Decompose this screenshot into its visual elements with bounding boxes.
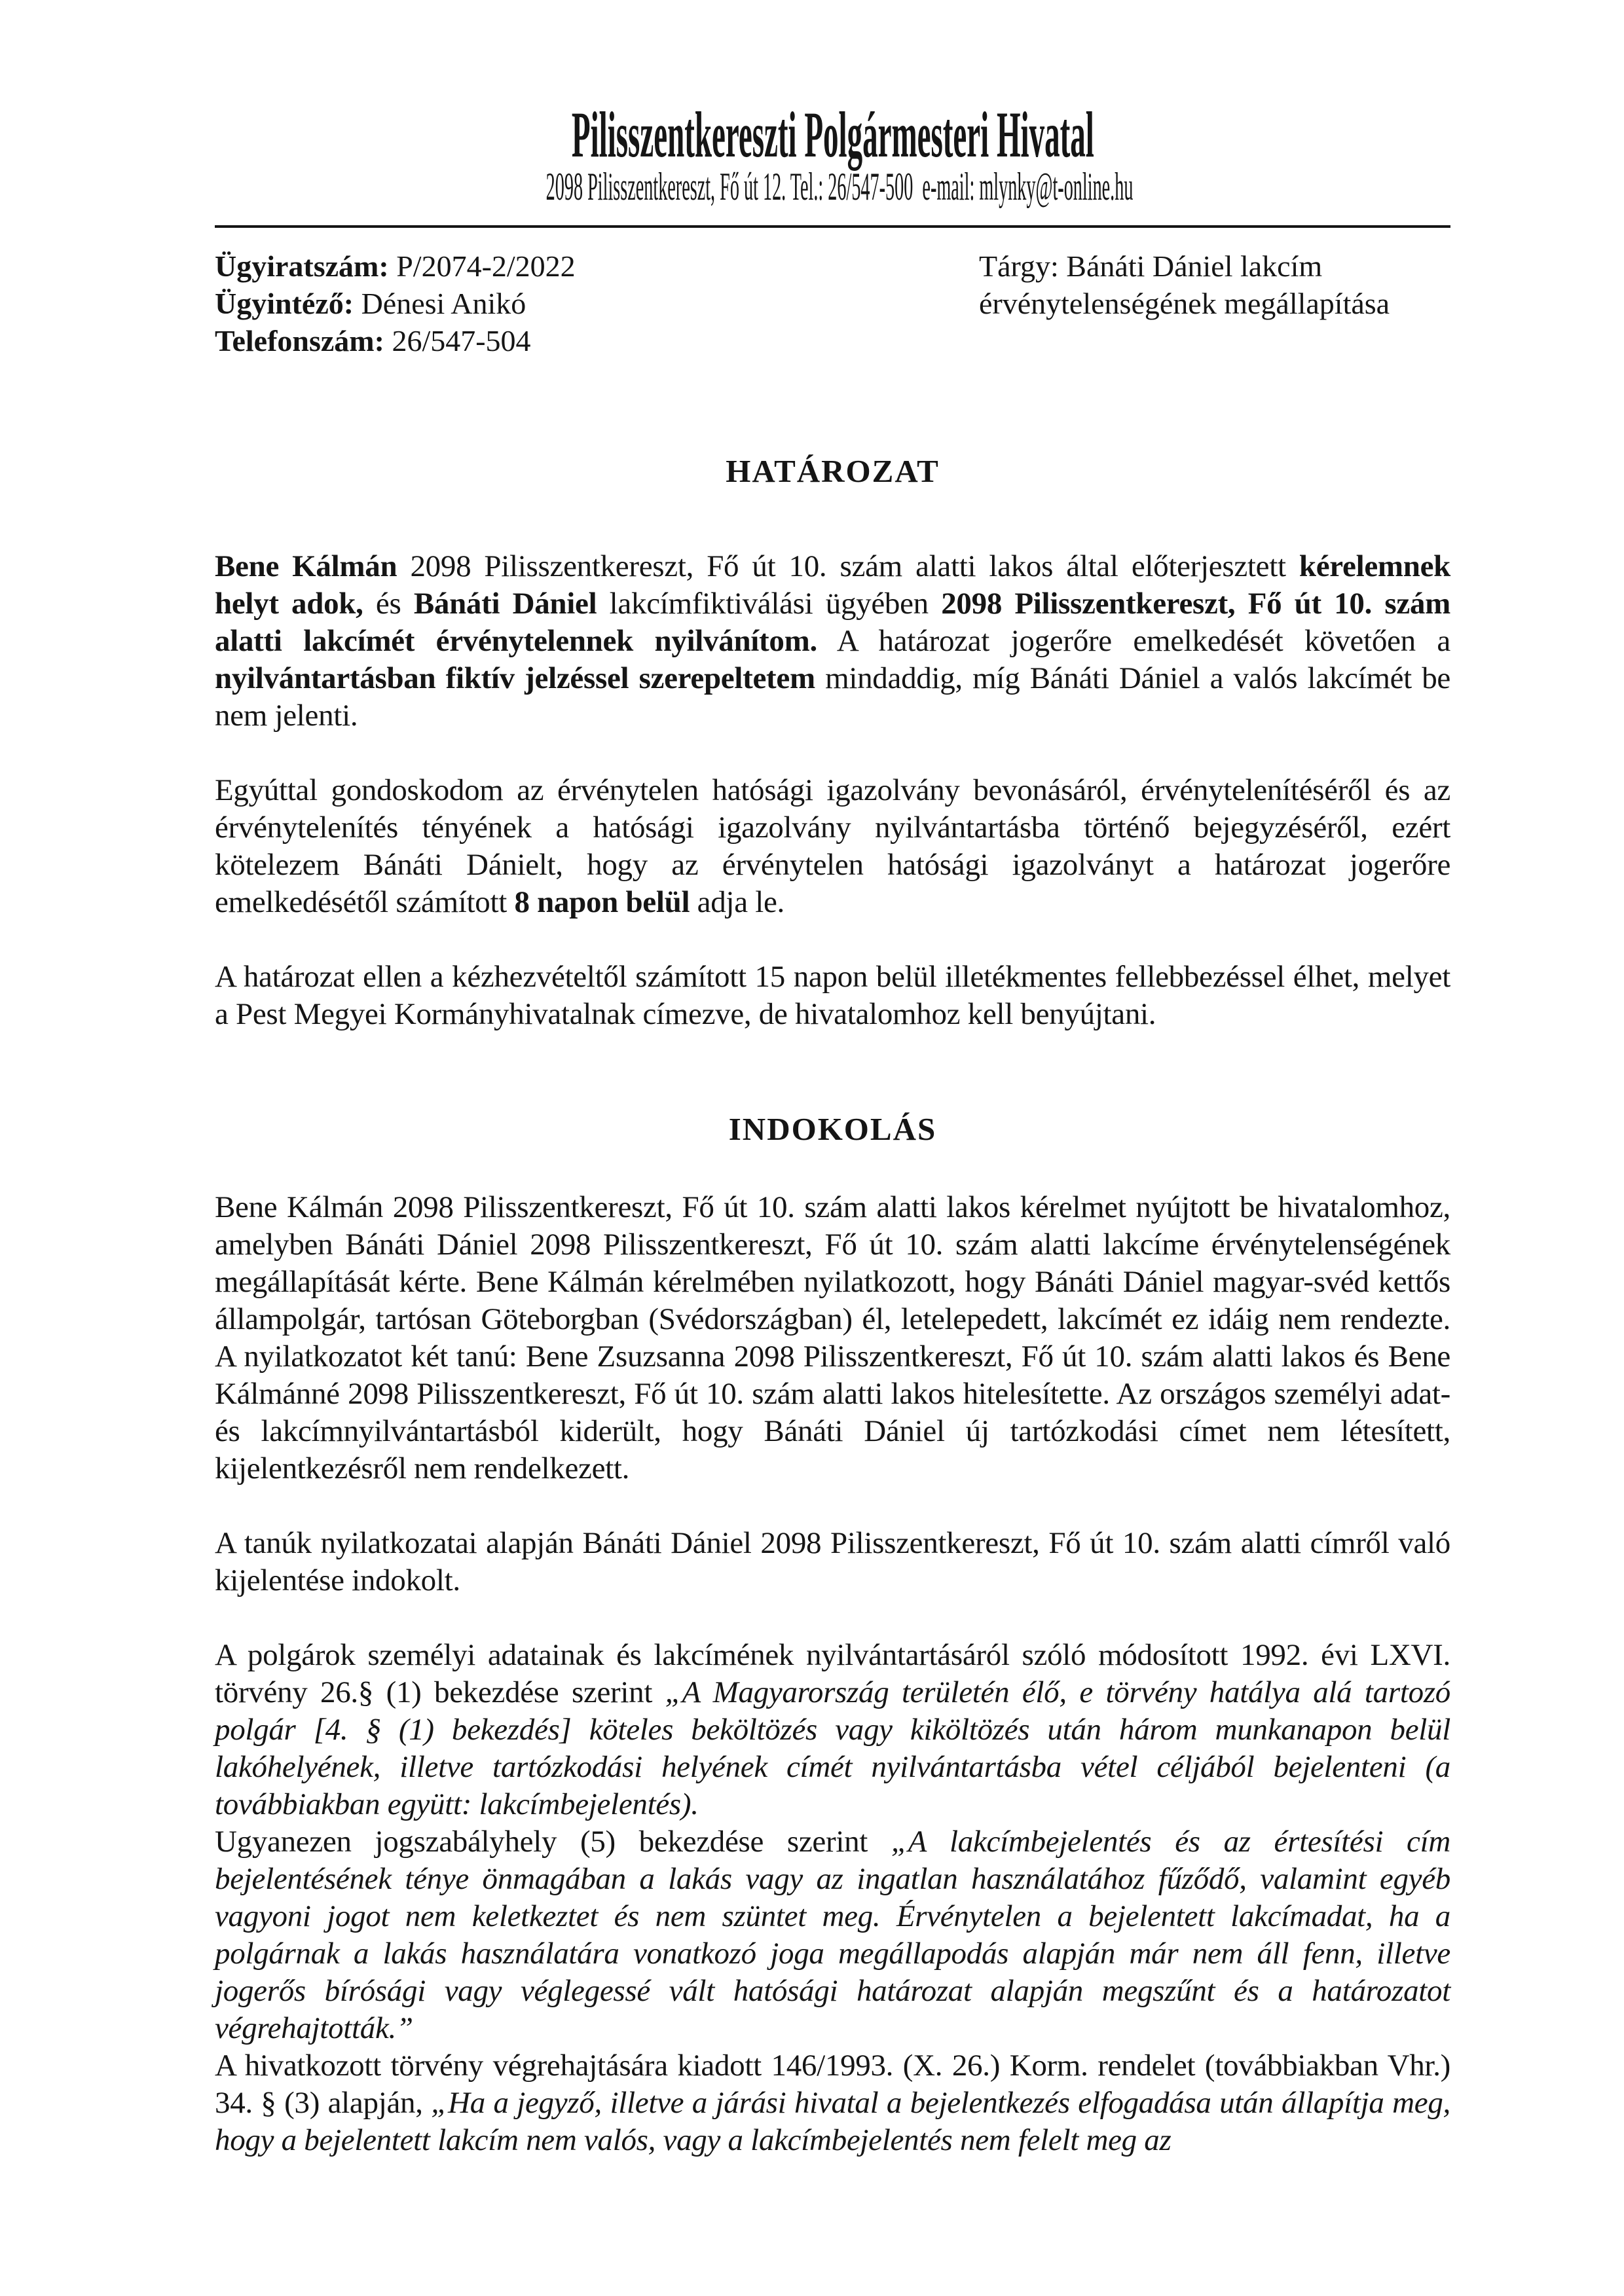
case-subject: [979, 247, 1450, 359]
letterhead-title-row: [215, 98, 1450, 171]
phone-value: 26/547-504: [392, 324, 531, 357]
text-run: adja le.: [690, 885, 784, 919]
text-run: és: [363, 587, 414, 621]
text-run: Egyúttal gondoskodom az érvénytelen hatósági igazolvány bevonásáról, érvénytelenítéséről és az érvénytelenítés tényének a hatósági igazolvány nyilvántartásba történő bejegyzéséről, ezért kötelezem Bánáti Dánielt, hogy az érvénytelen hatósági igazolványt a határozat jogerőre emelkedésétől számított: [215, 773, 1450, 919]
text-run: Bene Kálmán 2098 Pilisszentkereszt, Fő út 10. szám alatti lakos kérelmet nyújtott be hivatalomhoz, amelyben Bánáti Dániel 2098 Pilisszentkereszt, Fő út 10. szám alatti lakcíme érvénytelenségének megállapítását kérte. Bene Kálmán kérelmében nyilatkozott, hogy Bánáti Dániel magyar-svéd kettős állampolgár, tartósan Göteborgban (Svédországban) él, letelepedett, lakcímét ez idáig nem rendezte. A nyilatkozatot két tanú: Bene Zsuzsanna 2098 Pilisszentkereszt, Fő út 10. szám alatti lakos és Bene Kálmánné 2098 Pilisszentkereszt, Fő út 10. szám alatti lakos hitelesítette. Az országos személyi adat- és lakcímnyilvántartásból kiderült, hogy Bánáti Dániel új tartózkodási címet nem létesített, kijelentkezésről nem rendelkezett.: [215, 1190, 1450, 1485]
text-run: Bene Kálmán: [215, 549, 397, 583]
text-run: A tanúk nyilatkozatai alapján Bánáti Dániel 2098 Pilisszentkereszt, Fő út 10. szám alatti címről való kijelentése indokolt.: [215, 1526, 1450, 1597]
case-meta-left: [215, 247, 576, 359]
paragraph: [215, 1637, 1450, 1823]
text-run: nyilvántartásban fiktív jelzéssel szerepeltetem: [215, 661, 815, 695]
case-meta: [215, 247, 1450, 359]
section-0: [215, 452, 1450, 1033]
text-run: Bánáti Dániel: [413, 587, 597, 621]
paragraph: [215, 1189, 1450, 1487]
subject-label: Tárgy:: [979, 249, 1059, 283]
text-run: A hivatkozott törvény végrehajtására kiadott 146/1993. (X. 26.) Korm. rendelet (továbbiakban Vhr.) 34. § (3) alapján,: [215, 2049, 1450, 2120]
case-number-value: P/2074-2/2022: [396, 249, 576, 283]
paragraph: [215, 1823, 1450, 2047]
text-run: 8 napon belül: [514, 885, 690, 919]
text-run: A polgárok személyi adatainak és lakcímének nyilvántartásáról szóló módosított 1992. évi LXVI. törvény 26.§ (1) bekezdése szerint: [215, 1638, 1450, 1709]
letterhead-contact-row: [215, 166, 1450, 217]
section-1: [215, 1110, 1450, 2159]
text-run: lakcímfiktiválási ügyében: [597, 587, 942, 621]
paragraph: [215, 548, 1450, 735]
text-run: A határozat jogerőre emelkedését követően a: [817, 624, 1450, 658]
section-heading: HATÁROZAT: [726, 453, 940, 489]
clerk-label: Ügyintéző:: [215, 287, 354, 320]
text-run: „A lakcímbejelentés és az értesítési cím bejelentésének ténye önmagában a lakás vagy az ingatlan használatához fűződő, valamint egyéb vagyoni jogot nem keletkeztet és nem szüntet meg. Érvénytelen a bejelentett lakcímadat, ha a polgárnak a lakás használatára vonatkozó joga megállapodás alapján már nem áll fenn, illetve jogerős bírósági vagy véglegessé vált hatósági határozat alapján megszűnt és a határozatot végrehajtották.”: [215, 1825, 1450, 2045]
paragraph: [215, 772, 1450, 921]
letterhead: [215, 98, 1450, 228]
text-run: kérelemnek helyt adok,: [215, 549, 1450, 621]
phone-label: Telefonszám:: [215, 324, 384, 357]
text-run: 2098 Pilisszentkereszt, Fő út 10. szám alatti lakcímét érvénytelennek nyilvánítom.: [215, 587, 1450, 658]
text-run: „A Magyarország területén élő, e törvény hatálya alá tartozó polgár [4. § (1) bekezdés] köteles beköltözés vagy kiköltözés után három munkanapon belül lakóhelyének, illetve tartózkodási helyének címét nyilvántartásba vétel céljából bejelenteni (a továbbiakban együtt: lakcímbejelentés).: [215, 1675, 1451, 1821]
paragraph: [215, 958, 1450, 1033]
text-run: Ugyanezen jogszabályhely (5) bekezdése szerint: [215, 1825, 891, 1859]
paragraph: [215, 2047, 1450, 2159]
clerk-value: Dénesi Anikó: [361, 287, 526, 320]
clerk-row: [215, 285, 576, 322]
office-name: Pilisszentkereszti Polgármesteri Hivatal: [571, 98, 1094, 171]
text-run: „Ha a jegyző, illetve a járási hivatal a bejelentkezés elfogadása után állapítja meg, hogy a bejelentett lakcím nem valós, vagy a lakcímbejelentés nem felelt meg az: [215, 2086, 1450, 2157]
text-run: 2098 Pilisszentkereszt, Fő út 10. szám alatti lakos által előterjesztett: [397, 549, 1299, 583]
subject-value: Bánáti Dániel lakcím érvénytelenségének megállapítása: [979, 249, 1390, 320]
document-body: [215, 452, 1450, 2159]
text-run: mindaddig, míg Bánáti Dániel a valós lakcímét be nem jelenti.: [215, 661, 1450, 733]
office-contact-line: 2098 Pilisszentkereszt, Fő út 12. Tel.: 26/547-500 e-mail: mlynky@t-online.hu: [545, 165, 1134, 208]
section-heading: INDOKOLÁS: [728, 1111, 937, 1147]
case-number-row: [215, 247, 576, 285]
case-number-label: Ügyiratszám:: [215, 249, 389, 283]
paragraph: [215, 1525, 1450, 1599]
phone-row: [215, 322, 576, 359]
text-run: A határozat ellen a kézhezvételtől számított 15 napon belül illetékmentes fellebbezéssel élhet, melyet a Pest Megyei Kormányhivatalnak címezve, de hivatalomhoz kell benyújtani.: [215, 960, 1450, 1031]
header-divider: [215, 225, 1450, 228]
